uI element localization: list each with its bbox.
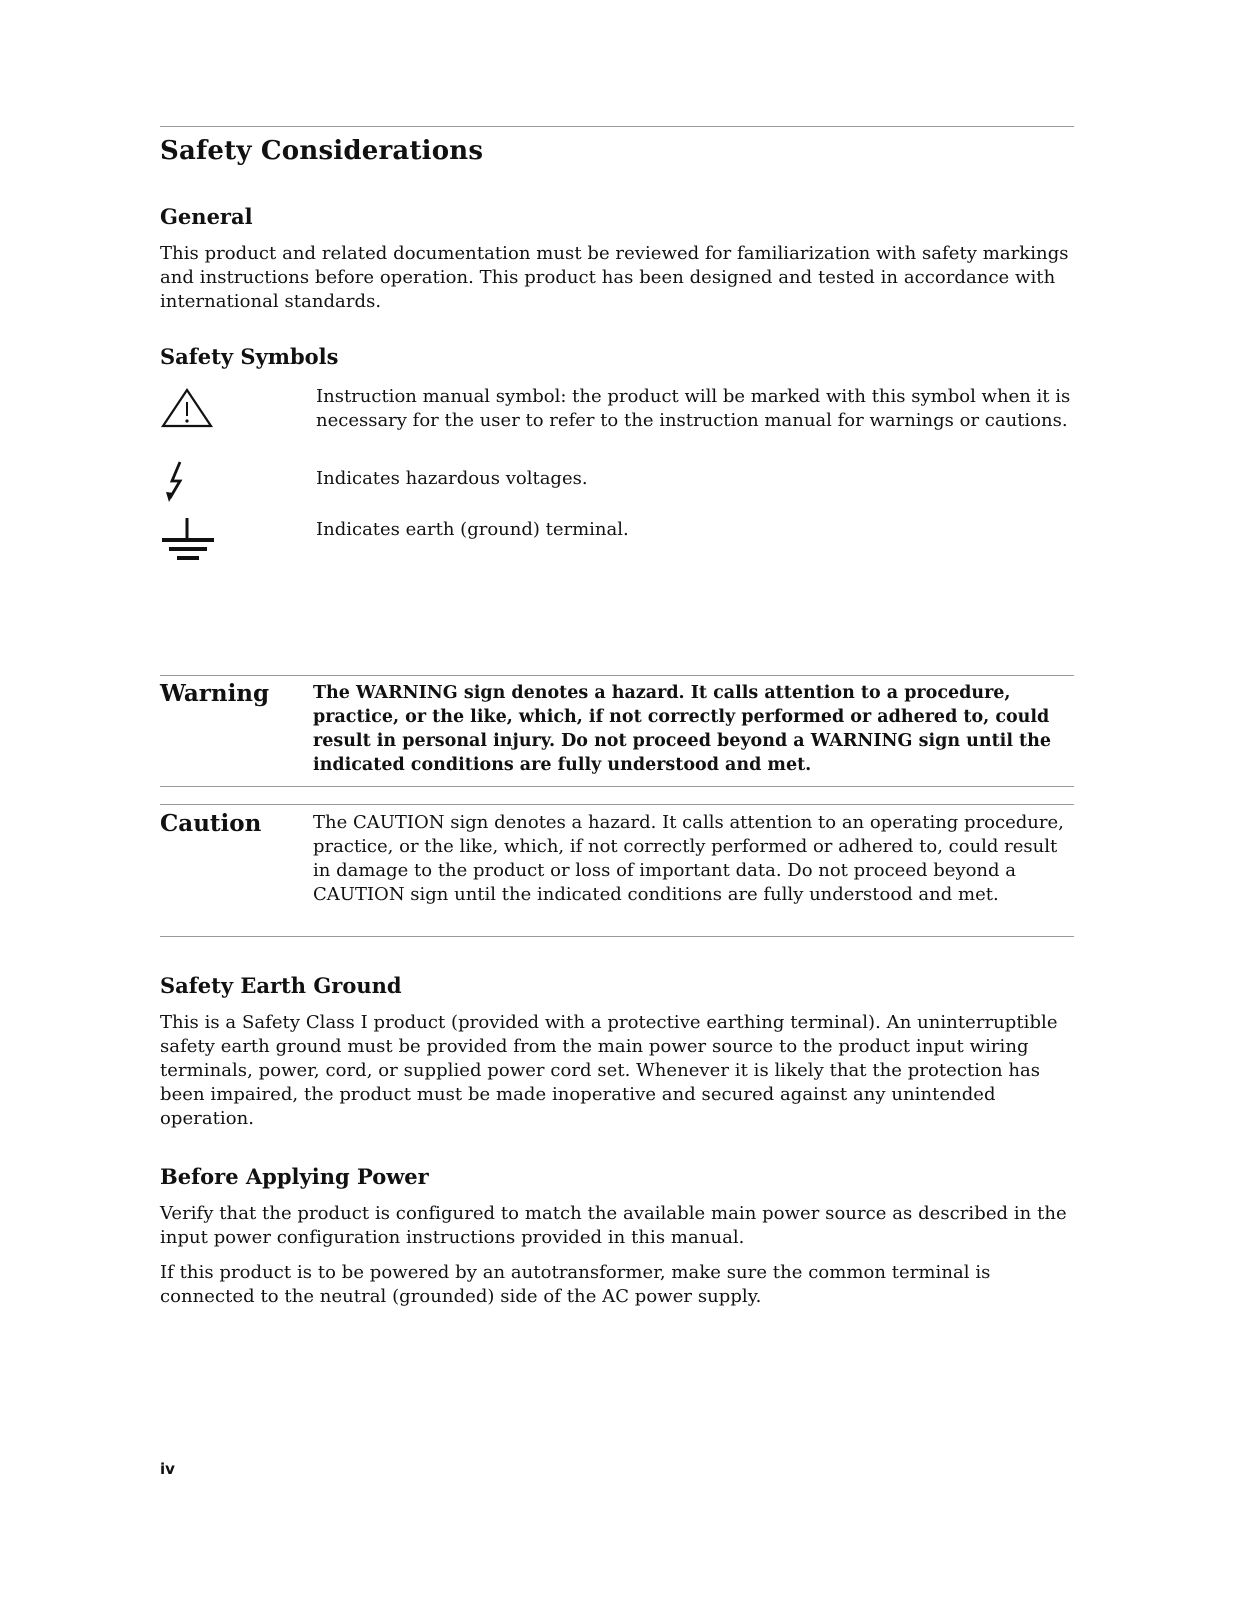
- before-power-paragraph: Verify that the product is configured to match the available main power source as described in the input power configuration instructions provided in this manual.: [160, 1203, 1067, 1248]
- page-title: Safety Considerations: [160, 136, 484, 166]
- warning-top-rule: [160, 675, 1074, 676]
- general-text: This product and related documentation must be reviewed for familiarization with safety markings and instructions before operation. This product has been designed and tested in accordance with international standards.: [160, 243, 1069, 312]
- caution-top-rule: [160, 804, 1074, 805]
- earth-ground-text: This is a Safety Class I product (provided with a protective earthing terminal). An uninterruptible safety earth ground must be provided from the main power source to the product input wiring terminals, power, cord, or supplied power cord set. Whenever it is likely that the protection has been impaired, the product must be made inoperative and secured against any unintended operation.: [160, 1012, 1058, 1129]
- warning-label: Warning: [160, 680, 270, 707]
- before-power-heading: Before Applying Power: [160, 1164, 429, 1189]
- symbol-voltage-text: Indicates hazardous voltages.: [316, 468, 588, 489]
- caution-bottom-rule: [160, 936, 1074, 937]
- lightning-bolt-icon: [164, 460, 188, 502]
- warning-bottom-rule: [160, 786, 1074, 787]
- symbol-instruction-text: Instruction manual symbol: the product will be marked with this symbol when it is necessary for the user to refer to the instruction manual for warnings or cautions.: [316, 386, 1071, 431]
- symbol-ground-text: Indicates earth (ground) terminal.: [316, 519, 629, 540]
- safety-symbols-heading: Safety Symbols: [160, 344, 339, 369]
- top-rule: [160, 126, 1074, 127]
- general-heading: General: [160, 204, 253, 229]
- warning-text: The WARNING sign denotes a hazard. It calls attention to a procedure, practice, or the like, which, if not correctly performed or adhered to, could result in personal injury. Do not proceed beyond a WARNING sign until the indicated conditions are fully understood and met.: [313, 683, 1051, 775]
- earth-ground-icon: [160, 516, 218, 562]
- caution-label: Caution: [160, 810, 262, 837]
- page-number: iv: [160, 1460, 175, 1478]
- caution-text: The CAUTION sign denotes a hazard. It calls attention to an operating procedure, practice, or the like, which, if not correctly performed or adhered to, could result in damage to the product or loss of important data. Do not proceed beyond a CAUTION sign until the indicated conditions are fully understood and met.: [313, 812, 1064, 905]
- warning-triangle-icon: [160, 386, 216, 430]
- before-power-paragraph: If this product is to be powered by an autotransformer, make sure the common terminal is connected to the neutral (grounded) side of the AC power supply.: [160, 1262, 991, 1307]
- earth-ground-heading: Safety Earth Ground: [160, 973, 402, 998]
